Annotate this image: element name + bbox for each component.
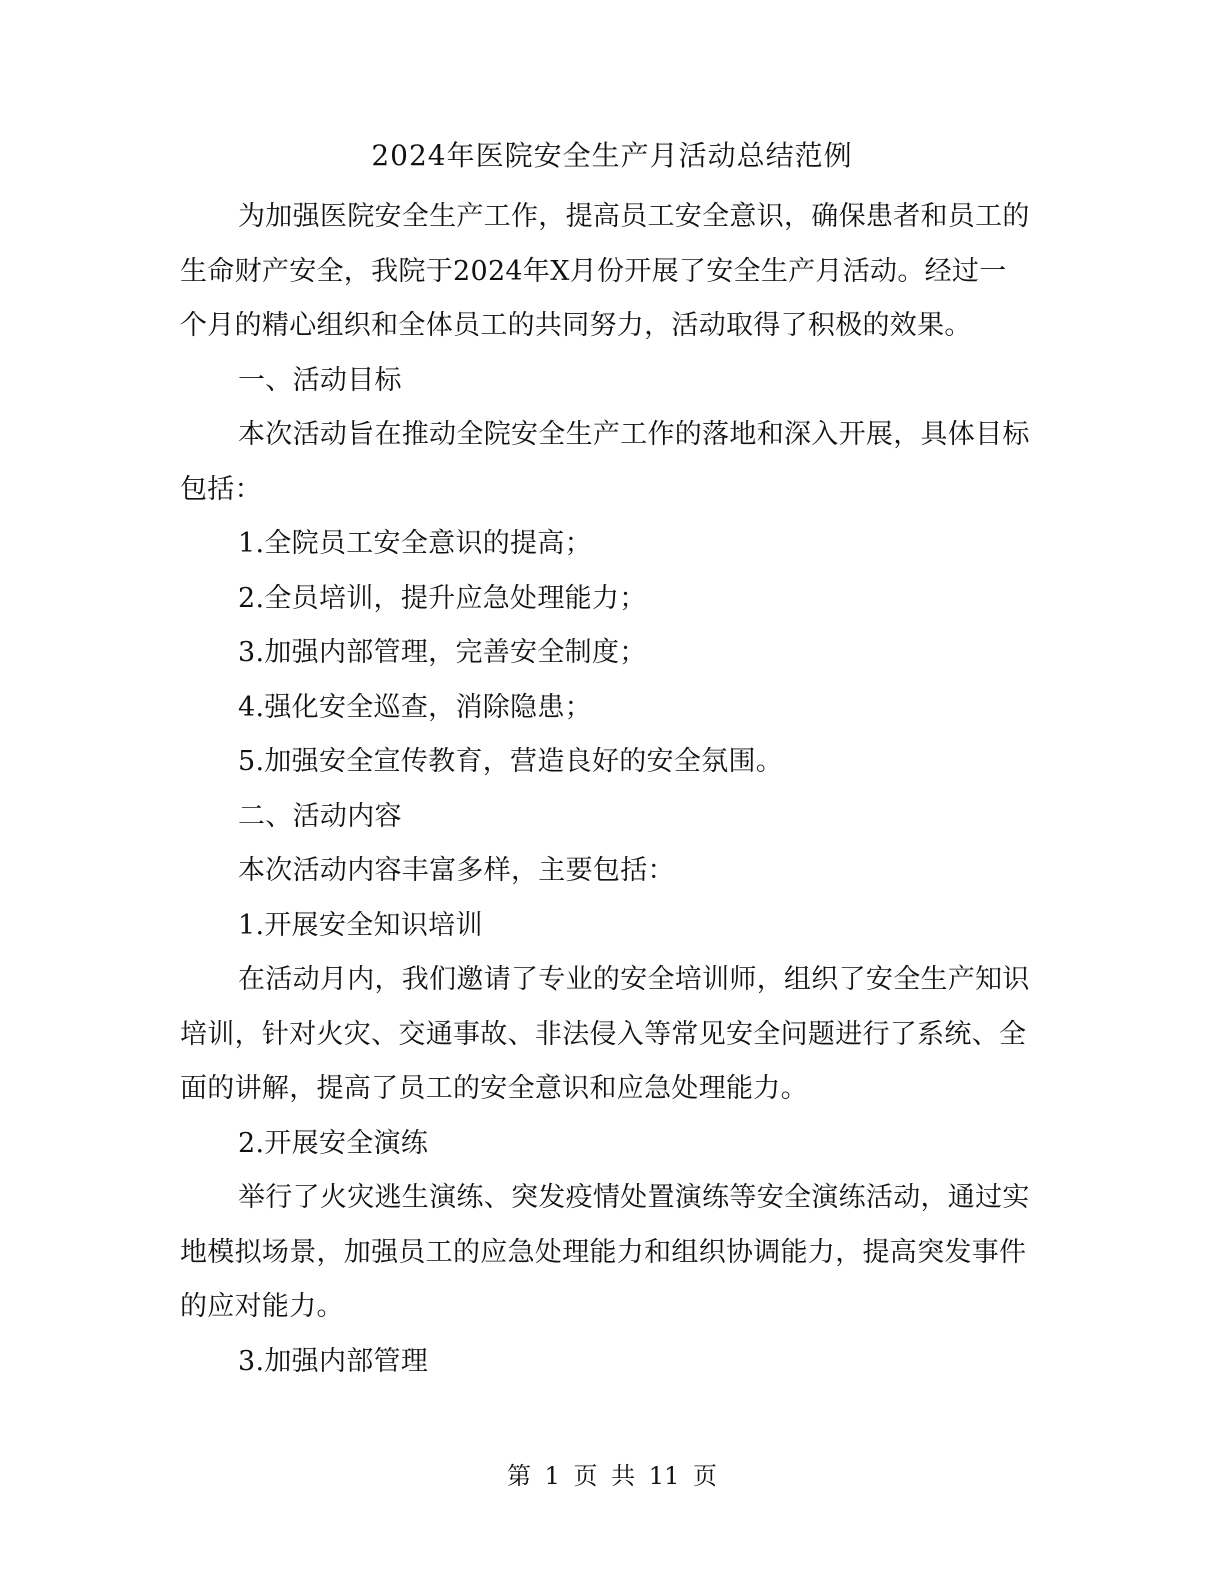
intro-paragraph: 为加强医院安全生产工作，提高员工安全意识，确保患者和员工的生命财产安全，我院于2024年X月份开展了安全生产月活动。经过一个月的精心组织和全体员工的共同努力，活动取得了积极的效果。 [180,201,1030,341]
goal-item: 1.全院员工安全意识的提高； [238,528,592,559]
subsection-heading: 1.开展安全知识培训 [238,909,483,941]
body-paragraph: 举行了火灾逃生演练、突发疫情处置演练等安全演练活动，通过实地模拟场景，加强员工的应急处理能力和组织协调能力，提高突发事件的应对能力。 [180,1182,1030,1322]
content-intro-paragraph: 本次活动内容丰富多样，主要包括： [238,855,675,886]
document-title: 2024年医院安全生产月活动总结范例 [371,139,853,172]
section-heading-goals: 一、活动目标 [238,364,402,396]
goal-item: 3.加强内部管理，完善安全制度； [238,637,647,668]
body-paragraph: 在活动月内，我们邀请了专业的安全培训师，组织了安全生产知识培训，针对火灾、交通事故、非法侵入等常见安全问题进行了系统、全面的讲解，提高了员工的安全意识和应急处理能力。 [180,964,1030,1104]
page-footer: 第 1 页 共 11 页 [507,1462,717,1490]
goal-item: 5.加强安全宣传教育，营造良好的安全氛围。 [238,746,784,777]
subsection-heading: 2.开展安全演练 [238,1127,429,1159]
goals-intro-paragraph: 本次活动旨在推动全院安全生产工作的落地和深入开展，具体目标包括： [180,419,1030,505]
section-heading-content: 二、活动内容 [238,800,402,832]
goal-item: 4.强化安全巡查，消除隐患； [238,691,592,723]
document-body [180,190,1030,1389]
subsection-heading: 3.加强内部管理 [238,1345,429,1377]
goal-item: 2.全员培训，提升应急处理能力； [238,582,647,614]
